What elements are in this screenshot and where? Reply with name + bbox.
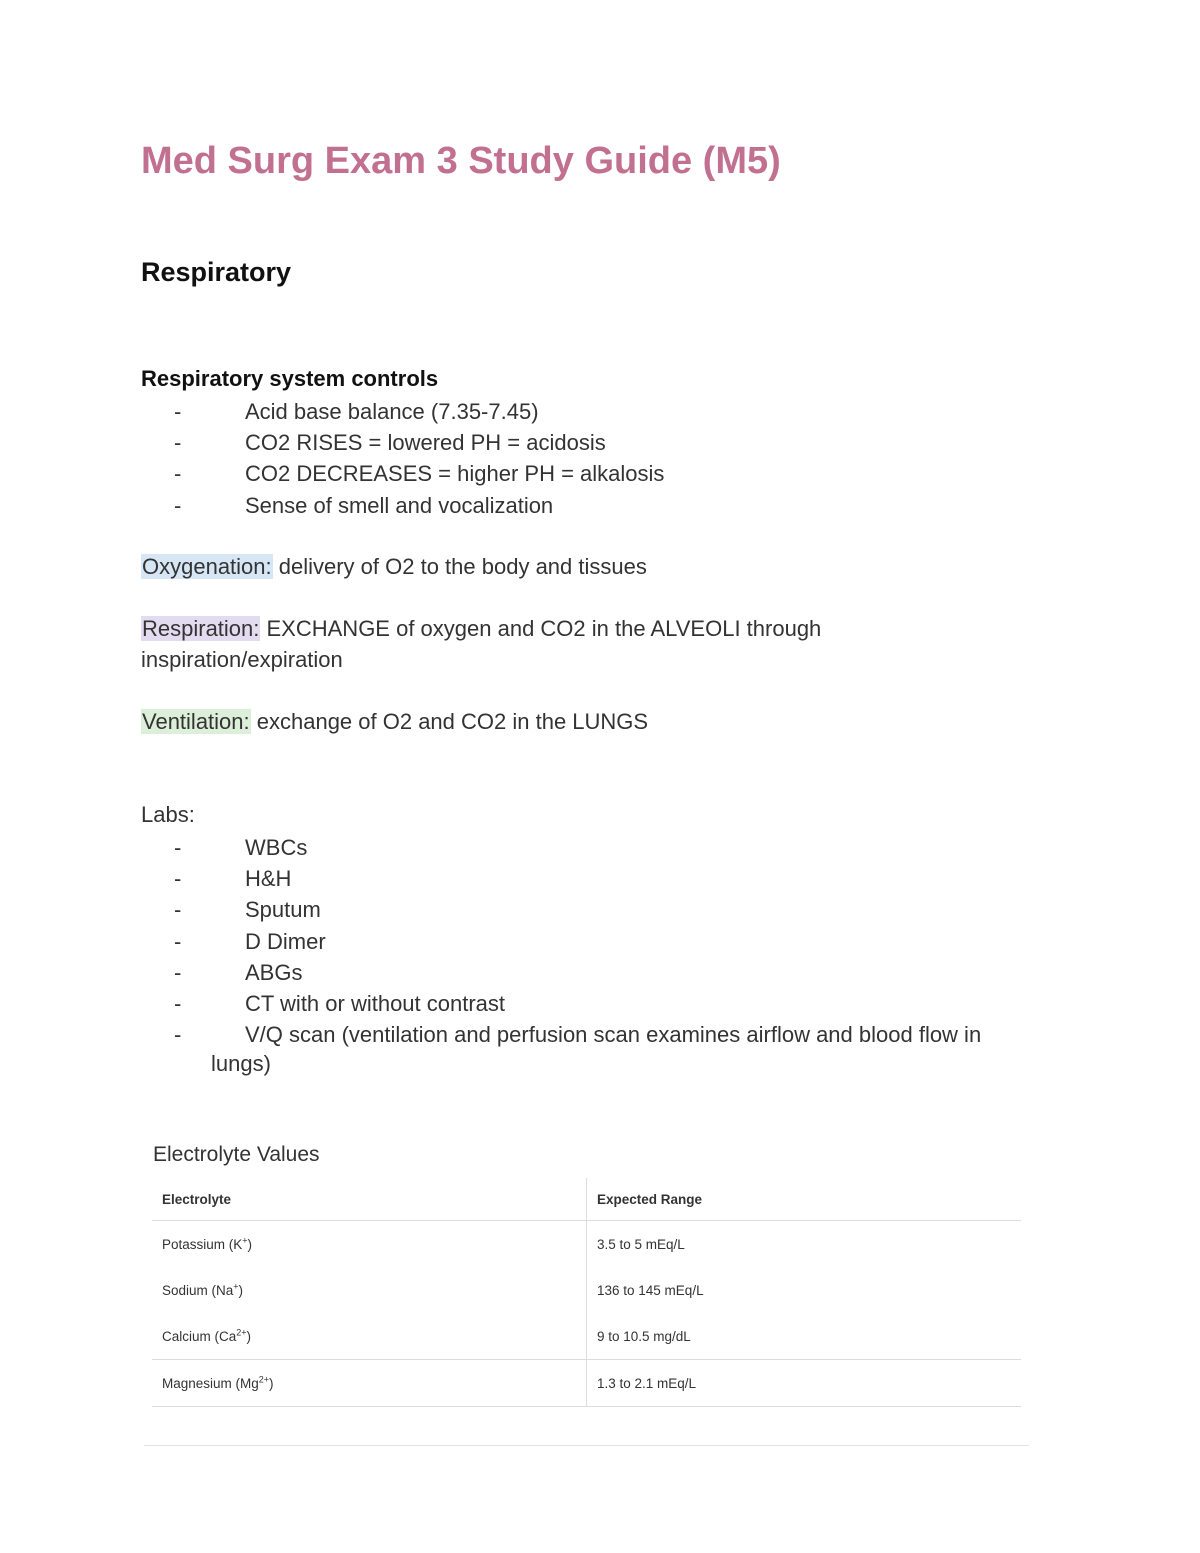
definition-text: delivery of O2 to the body and tissues [272, 554, 647, 579]
list-item [174, 396, 1074, 427]
list-item-text: ABGs [245, 959, 303, 985]
charge: 2+ [258, 1374, 270, 1384]
list-item-text: Sputum [245, 897, 321, 923]
table-header-row [152, 1178, 1021, 1221]
table-cell-electrolyte [152, 1221, 587, 1268]
table-title: Electrolyte Values [153, 1143, 320, 1166]
electrolyte-name: Calcium (Ca [162, 1328, 237, 1344]
list-item [174, 894, 1074, 925]
bullet-dash: - [174, 928, 182, 954]
term-oxygenation: Oxygenation: [142, 554, 272, 579]
labs-list [174, 832, 1074, 1050]
bullet-dash: - [174, 430, 182, 456]
bullet-dash: - [174, 461, 182, 487]
list-item-text: Sense of smell and vocalization [245, 492, 554, 518]
table-cell-electrolyte [152, 1313, 587, 1360]
electrolyte-name: Sodium (Na [162, 1282, 234, 1298]
page-title: Med Surg Exam 3 Study Guide (M5) [141, 140, 781, 182]
table-cell-electrolyte [152, 1267, 587, 1313]
list-item-text: V/Q scan (ventilation and perfusion scan examines airflow and blood flow in [245, 1022, 982, 1048]
list-item-text: Acid base balance (7.35-7.45) [245, 399, 539, 424]
list-item [174, 458, 1074, 489]
table-row [152, 1360, 1021, 1407]
table-cell-range: 9 to 10.5 mg/dL [587, 1313, 1022, 1360]
term-respiration: Respiration: [142, 616, 260, 641]
table-row [152, 1267, 1021, 1313]
list-item [174, 863, 1074, 894]
list-item [174, 490, 1074, 521]
electrolyte-name: Potassium (K [162, 1236, 243, 1252]
list-item [174, 926, 1074, 957]
list-item-text: CO2 DECREASES = higher PH = alkalosis [245, 461, 665, 487]
list-item [174, 957, 1074, 988]
bullet-dash: - [174, 959, 182, 985]
controls-list [174, 396, 1074, 521]
labs-heading: Labs: [141, 802, 195, 827]
table-header-electrolyte: Electrolyte [152, 1178, 587, 1221]
paren: ) [247, 1236, 253, 1252]
definition-respiration-cont: inspiration/expiration [141, 647, 343, 672]
controls-heading: Respiratory system controls [141, 366, 439, 391]
electrolyte-table [152, 1178, 1021, 1407]
charge: + [233, 1281, 239, 1291]
bullet-dash: - [174, 897, 182, 923]
list-item [174, 1019, 1074, 1050]
charge: 2+ [236, 1327, 247, 1337]
section-heading-respiratory: Respiratory [141, 257, 292, 287]
list-item-text: CO2 RISES = lowered PH = acidosis [245, 430, 606, 456]
list-item-text: WBCs [245, 835, 308, 860]
bullet-dash: - [174, 835, 182, 860]
bullet-dash: - [174, 492, 182, 518]
bullet-dash: - [174, 1022, 182, 1048]
list-item [174, 427, 1074, 458]
paren: ) [269, 1375, 274, 1391]
table-cell-range: 3.5 to 5 mEq/L [597, 1236, 685, 1252]
definition-text: exchange of O2 and CO2 in the LUNGS [250, 709, 649, 734]
paren: ) [246, 1328, 252, 1344]
table-cell-electrolyte [152, 1360, 587, 1407]
list-item [174, 988, 1074, 1019]
list-item-text: CT with or without contrast [245, 990, 506, 1016]
definition-oxygenation [141, 554, 647, 580]
paren: ) [238, 1282, 244, 1298]
definition-ventilation [141, 709, 648, 735]
table-row [152, 1221, 1021, 1268]
electrolyte-name: Magnesium (Mg [162, 1375, 259, 1391]
table-cell-range: 1.3 to 2.1 mEq/L [587, 1360, 1022, 1407]
footer-divider [144, 1445, 1029, 1446]
labs-continuation: lungs) [211, 1051, 271, 1076]
term-ventilation: Ventilation: [142, 709, 250, 734]
list-item-text: D Dimer [245, 928, 326, 954]
bullet-dash: - [174, 399, 182, 424]
list-item-text: H&H [245, 866, 292, 892]
bullet-dash: - [174, 990, 182, 1016]
definition-respiration [141, 616, 821, 642]
table-row [152, 1313, 1021, 1360]
list-item [174, 832, 1074, 863]
charge: + [242, 1235, 248, 1245]
table-cell-range: 136 to 145 mEq/L [597, 1282, 704, 1298]
table-header-range: Expected Range [587, 1178, 1022, 1221]
bullet-dash: - [174, 866, 182, 892]
definition-text: EXCHANGE of oxygen and CO2 in the ALVEOLI through [260, 616, 822, 641]
